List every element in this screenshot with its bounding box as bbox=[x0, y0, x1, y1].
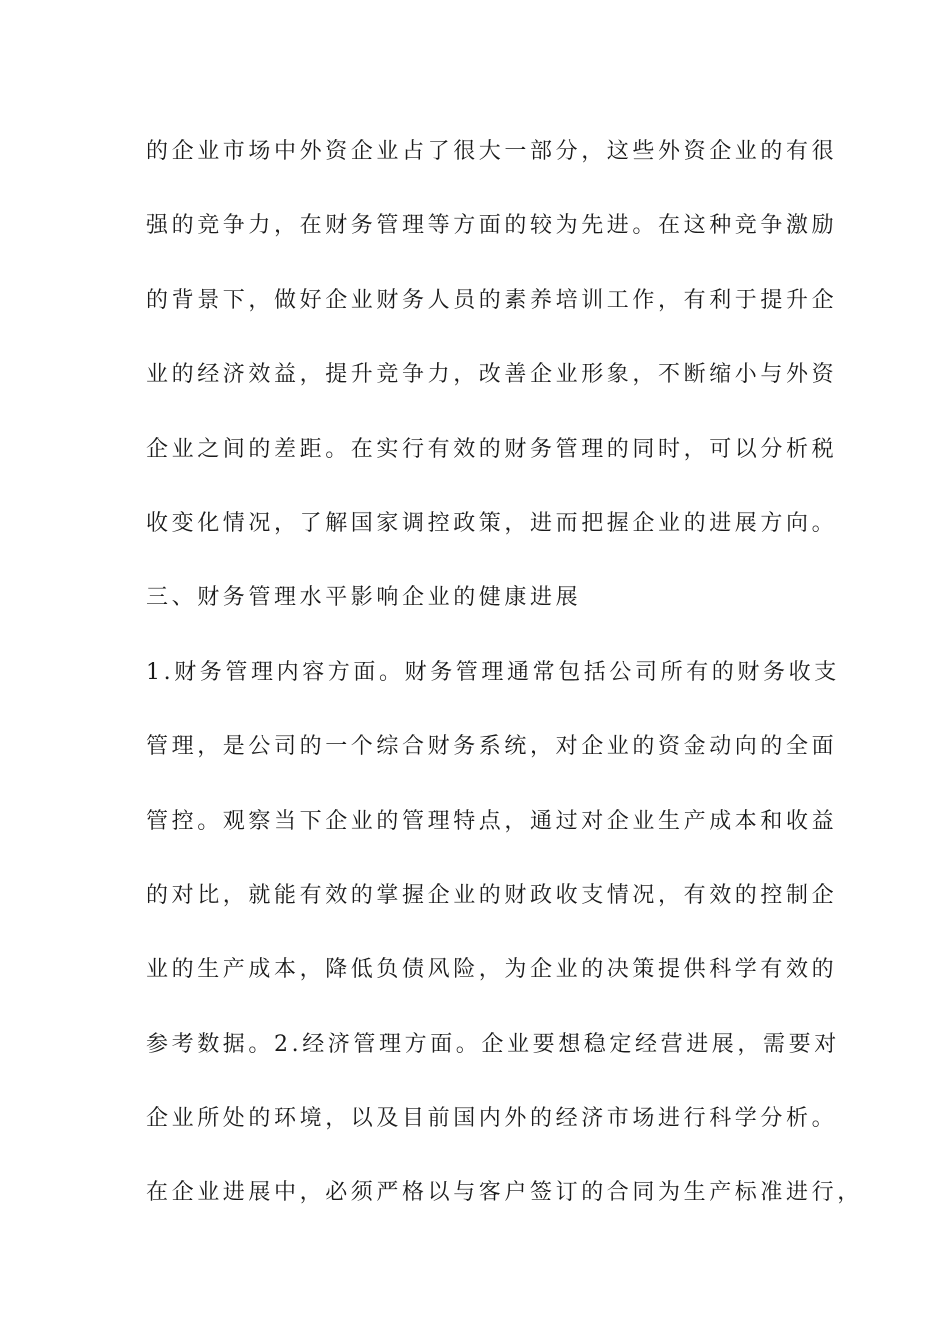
text-line: 企业之间的差距。在实行有效的财务管理的同时，可以分析税 bbox=[146, 436, 838, 462]
text-line: 收变化情况，了解国家调控政策，进而把握企业的进展方向。 bbox=[146, 510, 838, 536]
text-line: 1.财务管理内容方面。财务管理通常包括公司所有的财务收支 bbox=[146, 659, 840, 685]
text-line: 的对比，就能有效的掌握企业的财政收支情况，有效的控制企 bbox=[146, 882, 838, 908]
text-line: 管理，是公司的一个综合财务系统，对企业的资金动向的全面 bbox=[146, 734, 838, 760]
text-line: 企业所处的环境，以及目前国内外的经济市场进行科学分析。 bbox=[146, 1106, 838, 1132]
text-line: 强的竞争力，在财务管理等方面的较为先进。在这种竞争激励 bbox=[146, 213, 838, 239]
text-line: 的企业市场中外资企业占了很大一部分，这些外资企业的有很 bbox=[146, 139, 838, 164]
text-line: 业的生产成本，降低负债风险，为企业的决策提供科学有效的 bbox=[146, 957, 838, 983]
text-line: 业的经济效益，提升竞争力，改善企业形象，不断缩小与外资 bbox=[146, 362, 838, 388]
body-text bbox=[146, 128, 863, 1244]
text-line: 在企业进展中，必须严格以与客户签订的合同为生产标准进行， bbox=[146, 1180, 863, 1206]
text-line: 的背景下，做好企业财务人员的素养培训工作，有利于提升企 bbox=[146, 287, 838, 313]
text-line: 参考数据。2.经济管理方面。企业要想稳定经营进展，需要对 bbox=[146, 1031, 840, 1057]
section-heading: 三、财务管理水平影响企业的健康进展 bbox=[146, 585, 582, 611]
text-line: 管控。观察当下企业的管理特点，通过对企业生产成本和收益 bbox=[146, 808, 838, 834]
